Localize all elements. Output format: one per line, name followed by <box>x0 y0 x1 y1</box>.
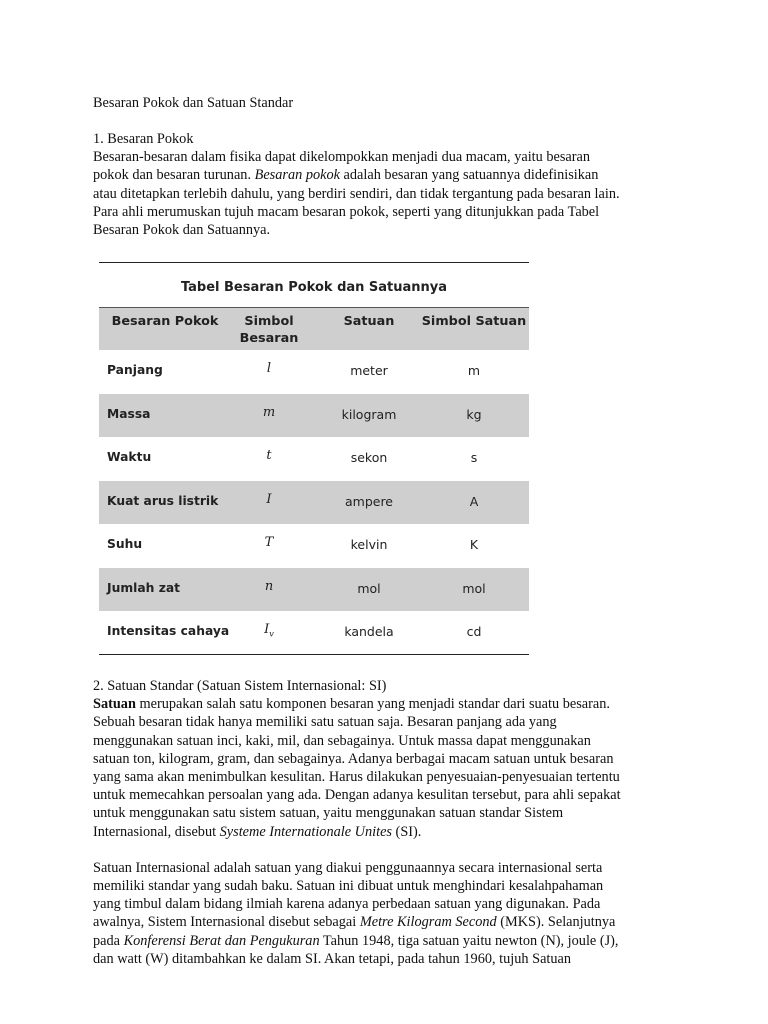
table-row <box>99 394 529 438</box>
row-simbol-satuan: K <box>469 537 479 552</box>
text-run: awalnya, Sistem Internasional disebut sebagai <box>93 914 360 931</box>
section1-heading: 1. Besaran Pokok <box>93 131 194 147</box>
row-simbol-satuan: mol <box>462 580 486 596</box>
paragraph-line <box>93 695 683 713</box>
text-run: (MKS). Selanjutnya <box>496 914 616 931</box>
section-besaran-pokok <box>93 130 683 239</box>
row-satuan: meter <box>350 363 388 378</box>
row-satuan: sekon <box>350 450 388 465</box>
text-run: Internasional, disebut <box>93 823 220 840</box>
bold-term: Satuan <box>93 696 136 713</box>
table-bottom-rule <box>99 654 529 655</box>
table-title: Tabel Besaran Pokok dan Satuannya <box>180 280 448 295</box>
paragraph-line: Para ahli merumuskan tujuh macam besaran pokok, seperti yang ditunjukkan pada Tabel <box>93 203 600 220</box>
row-simbol-satuan: A <box>469 493 479 509</box>
row-besaran: Jumlah zat <box>107 580 181 595</box>
row-satuan: kilogram <box>341 406 397 422</box>
row-satuan: kelvin <box>350 537 388 552</box>
row-satuan: ampere <box>344 493 394 509</box>
row-simbol-satuan: m <box>467 363 481 378</box>
row-simbol: n <box>264 578 274 594</box>
table-row <box>99 481 529 525</box>
paragraph-line: Sebuah besaran tidak hanya memiliki satu satuan saja. Besaran panjang ada yang <box>93 714 557 731</box>
paragraph-line: dan watt (W) ditambahkan ke dalam SI. Akan tetapi, pada tahun 1960, tujuh Satuan <box>93 950 572 967</box>
row-simbol-satuan: kg <box>466 406 482 422</box>
paragraph-line <box>93 166 683 184</box>
paragraph-line: Besaran-besaran dalam fisika dapat dikelompokkan menjadi dua macam, yaitu besaran <box>93 149 591 166</box>
paragraph-line: memiliki standar yang sudah baku. Satuan ini dibuat untuk menghindari kesalahpahaman <box>93 878 604 895</box>
row-simbol-satuan: cd <box>466 624 482 639</box>
symbol-subscript: v <box>269 629 274 639</box>
document-title <box>93 94 683 112</box>
header-simbol-besaran <box>229 313 309 347</box>
paragraph-line: yang timbul dalam bidang ilmiah karena adanya perbedaan satuan yang digunakan. Pada <box>93 896 601 913</box>
table-row <box>99 437 529 481</box>
row-besaran: Intensitas cahaya <box>107 624 230 638</box>
section-satuan-standar <box>93 677 683 968</box>
table-row <box>99 350 529 394</box>
row-simbol: l <box>266 361 272 376</box>
header-besaran-pokok: Besaran Pokok <box>111 314 219 329</box>
section2-heading: 2. Satuan Standar (Satuan Sistem Internasional: SI) <box>93 678 387 694</box>
row-satuan: kandela <box>344 624 394 639</box>
row-simbol-satuan: s <box>470 450 478 465</box>
header-satuan: Satuan <box>343 314 395 329</box>
italic-term: Metre Kilogram Second <box>359 914 497 931</box>
row-besaran: Massa <box>107 406 151 421</box>
row-besaran: Kuat arus listrik <box>107 493 219 508</box>
row-besaran: Waktu <box>107 450 152 464</box>
header-simbol-satuan: Simbol Satuan <box>421 314 527 329</box>
text-run: (SI). <box>391 823 422 840</box>
table-row <box>99 611 529 655</box>
text-run: Tahun 1948, tiga satuan yaitu newton (N), joule (J), <box>319 932 619 949</box>
blank-line <box>93 841 683 859</box>
table-row <box>99 524 529 568</box>
paragraph-line <box>93 823 683 841</box>
table-header <box>99 308 529 350</box>
row-simbol: I <box>266 491 272 507</box>
text-run: pokok dan besaran turunan. <box>93 167 255 184</box>
row-simbol: t <box>266 448 272 463</box>
title-text: Besaran Pokok dan Satuan Standar <box>93 95 294 111</box>
italic-term: Systeme Internationale Unites <box>219 823 392 840</box>
row-simbol: m <box>262 404 276 420</box>
paragraph-line: untuk memecahkan persoalan yang ada. Dengan adanya kesulitan tersebut, para ahli sepakat <box>93 787 621 804</box>
paragraph-line: menggunakan satuan inci, kaki, mil, dan sebagainya. Untuk massa dapat menggunakan <box>93 732 591 749</box>
row-simbol <box>239 622 299 639</box>
symbol-base: I <box>264 622 270 637</box>
paragraph-line: satuan ton, kilogram, gram, dan sebagainya. Adanya berbagai macam satuan untuk besaran <box>93 750 614 767</box>
row-besaran: Suhu <box>107 537 143 551</box>
text-run: merupakan salah satu komponen besaran yang menjadi standar dari suatu besaran. <box>135 696 610 713</box>
paragraph-line: yang sama akan menimbulkan kesulitan. Harus dilakukan penyesuaian-penyesuaian tertentu <box>93 768 620 785</box>
italic-term: Besaran pokok <box>254 167 340 184</box>
row-simbol: T <box>264 535 274 550</box>
row-besaran: Panjang <box>107 363 163 377</box>
table-top-rule <box>99 262 529 263</box>
row-satuan: mol <box>357 580 381 596</box>
text-run: pada <box>93 932 124 949</box>
paragraph-line <box>93 932 683 950</box>
paragraph-line: Satuan Internasional adalah satuan yang diakui penggunaannya secara internasional serta <box>93 859 603 876</box>
header-simbol: Simbol <box>244 314 294 329</box>
paragraph-line <box>93 913 683 931</box>
paragraph-line: Besaran Pokok dan Satuannya. <box>93 221 271 238</box>
table-row <box>99 568 529 612</box>
text-run: adalah besaran yang satuannya didefinisikan <box>339 167 599 184</box>
header-besaran: Besaran <box>239 331 299 346</box>
paragraph-line: untuk menggunakan satu sistem satuan, yaitu menggunakan satuan standar Sistem <box>93 805 564 822</box>
paragraph-line: atau ditetapkan terlebih dahulu, yang berdiri sendiri, dan tidak tergantung pada besaran lain. <box>93 185 620 202</box>
italic-term: Konferensi Berat dan Pengukuran <box>123 932 320 949</box>
